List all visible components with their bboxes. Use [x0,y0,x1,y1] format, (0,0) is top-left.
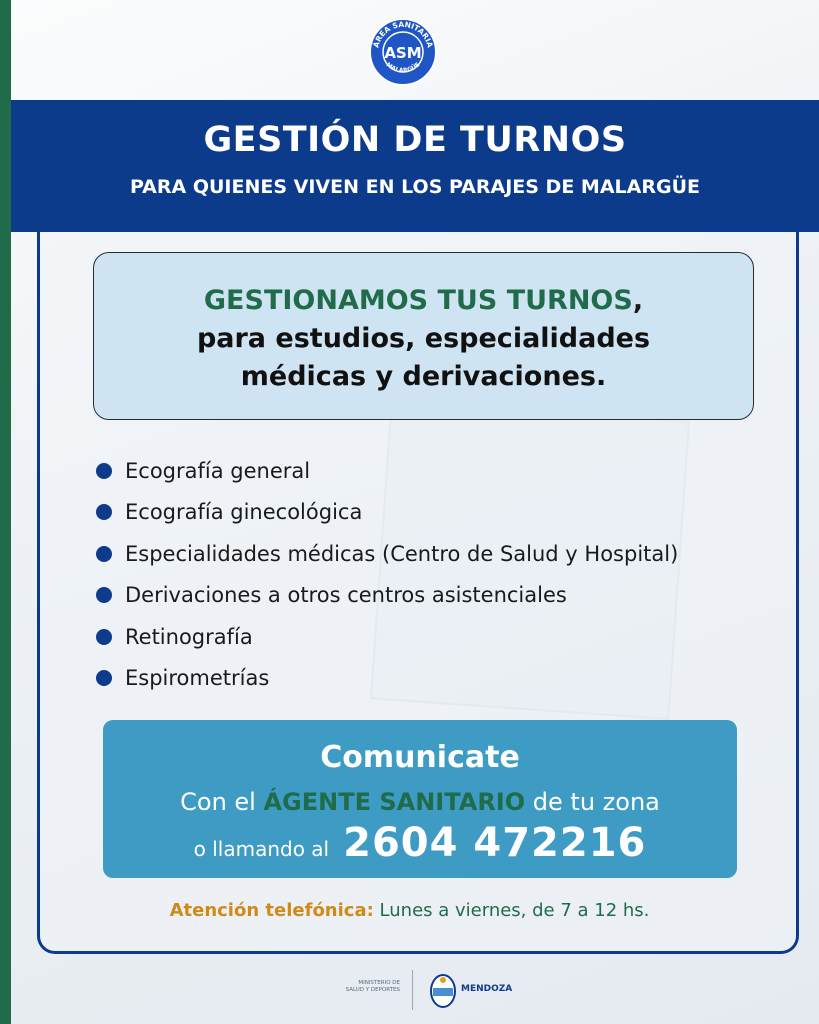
service-label: Ecografía ginecológica [125,500,363,525]
service-label: Ecografía general [125,458,311,483]
ministry-line-1: MINISTERIO DE [358,980,400,986]
phone-number[interactable]: 2604 472216 [343,820,647,866]
list-item [96,492,678,534]
asm-logo [368,17,438,87]
ministry-label [330,980,400,994]
province-label: MENDOZA [461,984,513,994]
logo-arc-text: ÁREA SANITARIA [371,19,435,49]
highlight-box [93,252,754,420]
contact-callout [103,720,737,878]
list-item [96,658,678,700]
bullet-icon [96,463,112,479]
service-label: Retinografía [125,624,253,649]
list-item [96,450,678,492]
attention-label: Atención telefónica: [169,900,374,921]
attention-hours-text: Lunes a viernes, de 7 a 12 hs. [379,900,650,921]
footer-logos [330,968,530,1012]
highlight-comma: , [632,285,644,316]
attention-hours [0,900,819,921]
list-item [96,575,678,617]
ministry-line-2: SALUD Y DEPORTES [345,987,400,994]
list-item [96,533,678,575]
bullet-icon [96,670,112,686]
service-label: Derivaciones a otros centros asistenciales [125,583,567,608]
logo-initials: ASM [384,44,422,62]
highlight-line-3: médicas y derivaciones. [240,361,607,392]
bullet-icon [96,629,112,645]
highlight-line-1 [94,285,753,316]
service-label: Especialidades médicas (Centro de Salud y Hospital) [125,541,679,566]
cta-line2-pre: Con el [180,788,256,816]
cta-line3-pre: o llamando al [193,837,330,861]
cta-line-3 [103,820,737,866]
footer-divider [412,970,413,1010]
cta-line2-post: de tu zona [532,788,660,816]
mendoza-shield-icon [428,970,458,1010]
bullet-icon [96,587,112,603]
highlight-line-2: para estudios, especialidades [196,323,651,354]
cta-line-2 [103,788,737,816]
list-item [96,616,678,658]
header-banner [11,100,819,232]
logo-bottom-text: MALARGÜE [384,61,422,75]
highlight-green-text: GESTIONAMOS TUS TURNOS [203,285,633,316]
side-stripe [0,0,11,1024]
bullet-icon [96,546,112,562]
page-subtitle: PARA QUIENES VIVEN EN LOS PARAJES DE MALARGÜE [130,176,700,198]
page-title: GESTIÓN DE TURNOS [203,120,627,160]
cta-title: Comunicate [320,740,520,775]
bullet-icon [96,504,112,520]
cta-agent-text: ÁGENTE SANITARIO [263,788,526,816]
services-list [96,450,678,699]
service-label: Espirometrías [125,666,270,691]
